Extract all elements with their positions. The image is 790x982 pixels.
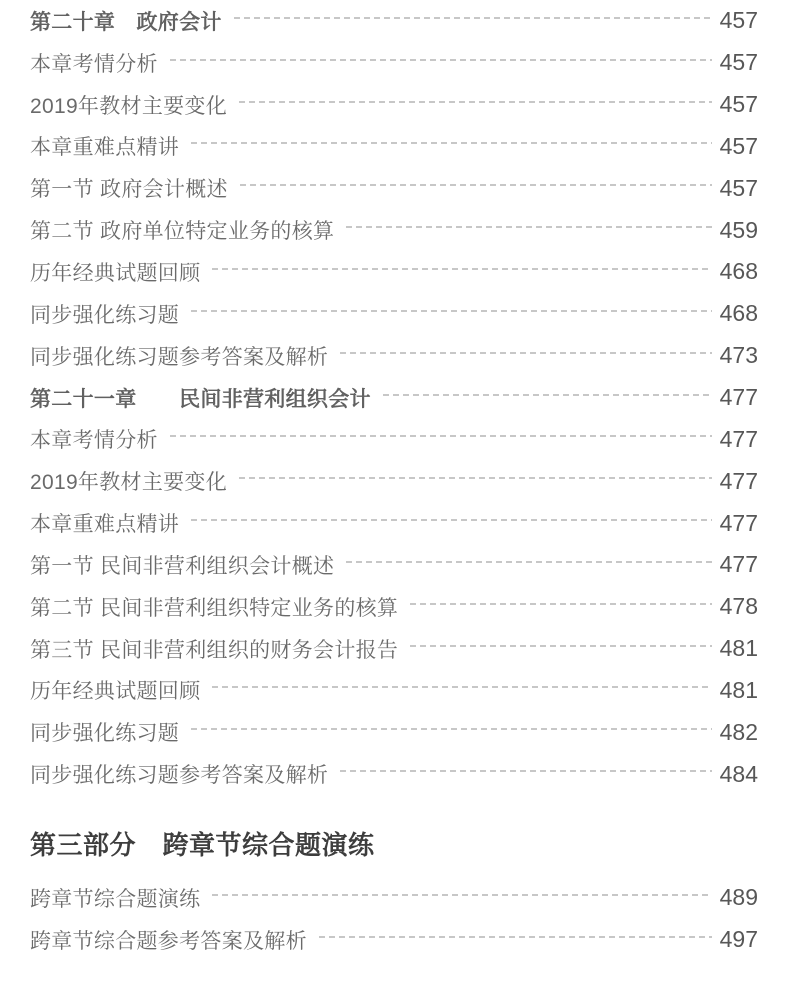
dashed-leader <box>212 268 712 270</box>
dashed-leader <box>212 894 712 896</box>
toc-entry-page-number: 457 <box>719 91 758 118</box>
toc-entry-page-number: 497 <box>719 926 758 953</box>
dashed-leader <box>234 17 712 19</box>
dashed-leader <box>410 645 712 647</box>
toc-entry-title: 第二节 民间非营利组织特定业务的核算 <box>30 596 399 620</box>
dashed-leader <box>340 352 712 354</box>
part-heading <box>30 822 758 864</box>
toc-entry-title: 同步强化练习题 <box>30 722 180 746</box>
toc-entry <box>30 251 758 293</box>
toc-entry-page-number: 478 <box>719 593 758 620</box>
toc-entry <box>30 293 758 335</box>
toc-entry-title: 第二十章 政府会计 <box>30 10 222 34</box>
toc-entry <box>30 418 758 460</box>
dashed-leader <box>212 686 712 688</box>
dashed-leader <box>240 184 712 186</box>
toc-entry-title: 同步强化练习题参考答案及解析 <box>30 345 329 369</box>
toc-entry <box>30 42 758 84</box>
toc-entry-title: 本章重难点精讲 <box>30 136 180 160</box>
toc-entry <box>30 753 758 795</box>
toc-entry <box>30 628 758 670</box>
toc-entry-title: 第一节 政府会计概述 <box>30 178 228 202</box>
toc-entry-title: 本章重难点精讲 <box>30 513 180 537</box>
toc-entry <box>30 209 758 251</box>
toc-entry-page-number: 473 <box>719 342 758 369</box>
toc-entry-title: 同步强化练习题参考答案及解析 <box>30 764 329 788</box>
toc-entry-title: 跨章节综合题演练 <box>30 887 201 911</box>
toc-entry-title: 跨章节综合题参考答案及解析 <box>30 929 307 953</box>
dashed-leader <box>191 519 712 521</box>
dashed-leader <box>170 435 712 437</box>
toc-chapter-entry <box>30 0 758 42</box>
toc-entry <box>30 711 758 753</box>
dashed-leader <box>340 770 712 772</box>
toc-entry-page-number: 459 <box>719 216 758 243</box>
dashed-leader <box>239 477 712 479</box>
dashed-leader <box>346 226 712 228</box>
toc-entry-page-number: 484 <box>719 760 758 787</box>
toc-entry-page-number: 482 <box>719 718 758 745</box>
dashed-leader <box>410 603 712 605</box>
dashed-leader <box>191 310 712 312</box>
dashed-leader <box>383 394 712 396</box>
toc-entry-page-number: 457 <box>719 132 758 159</box>
toc-entry <box>30 919 758 961</box>
toc-entry-title: 第二节 政府单位特定业务的核算 <box>30 220 335 244</box>
toc-entry-page-number: 457 <box>719 7 758 34</box>
dashed-leader <box>191 142 712 144</box>
toc-entry <box>30 586 758 628</box>
toc-entry-page-number: 477 <box>719 551 758 578</box>
toc-entry-page-number: 477 <box>719 509 758 536</box>
toc-entry-title: 2019年教材主要变化 <box>30 471 228 495</box>
dashed-leader <box>346 561 712 563</box>
toc-entry-title: 本章考情分析 <box>30 429 158 453</box>
toc-entry-title: 本章考情分析 <box>30 52 158 76</box>
toc-entry <box>30 460 758 502</box>
toc-entry-page-number: 468 <box>719 258 758 285</box>
toc-entry-title: 2019年教材主要变化 <box>30 94 228 118</box>
toc-entry-page-number: 489 <box>719 884 758 911</box>
toc-chapter-entry <box>30 377 758 419</box>
toc-entry <box>30 502 758 544</box>
dashed-leader <box>239 101 712 103</box>
toc-entry-title: 历年经典试题回顾 <box>30 680 201 704</box>
part-heading-title: 第三部分 跨章节综合题演练 <box>30 829 375 860</box>
toc-entry-title: 同步强化练习题 <box>30 303 180 327</box>
toc-entry <box>30 167 758 209</box>
toc-entry <box>30 544 758 586</box>
toc-entry <box>30 84 758 126</box>
toc-entry-page-number: 477 <box>719 467 758 494</box>
dashed-leader <box>170 59 712 61</box>
toc-entry-page-number: 477 <box>719 425 758 452</box>
toc-entry <box>30 670 758 712</box>
dashed-leader <box>191 728 712 730</box>
toc-entry-page-number: 457 <box>719 174 758 201</box>
dashed-leader <box>319 936 712 938</box>
toc-entry-page-number: 457 <box>719 49 758 76</box>
toc-entry-page-number: 481 <box>719 676 758 703</box>
toc-entry-title: 第三节 民间非营利组织的财务会计报告 <box>30 638 399 662</box>
toc-entry-page-number: 468 <box>719 300 758 327</box>
toc-entry-title: 第一节 民间非营利组织会计概述 <box>30 554 335 578</box>
toc-entry-title: 历年经典试题回顾 <box>30 261 201 285</box>
toc-entry-page-number: 477 <box>719 384 758 411</box>
toc-entry-title: 第二十一章 民间非营利组织会计 <box>30 387 371 411</box>
toc-entry <box>30 126 758 168</box>
toc-entry-page-number: 481 <box>719 635 758 662</box>
toc-entry <box>30 877 758 919</box>
toc-entry <box>30 335 758 377</box>
